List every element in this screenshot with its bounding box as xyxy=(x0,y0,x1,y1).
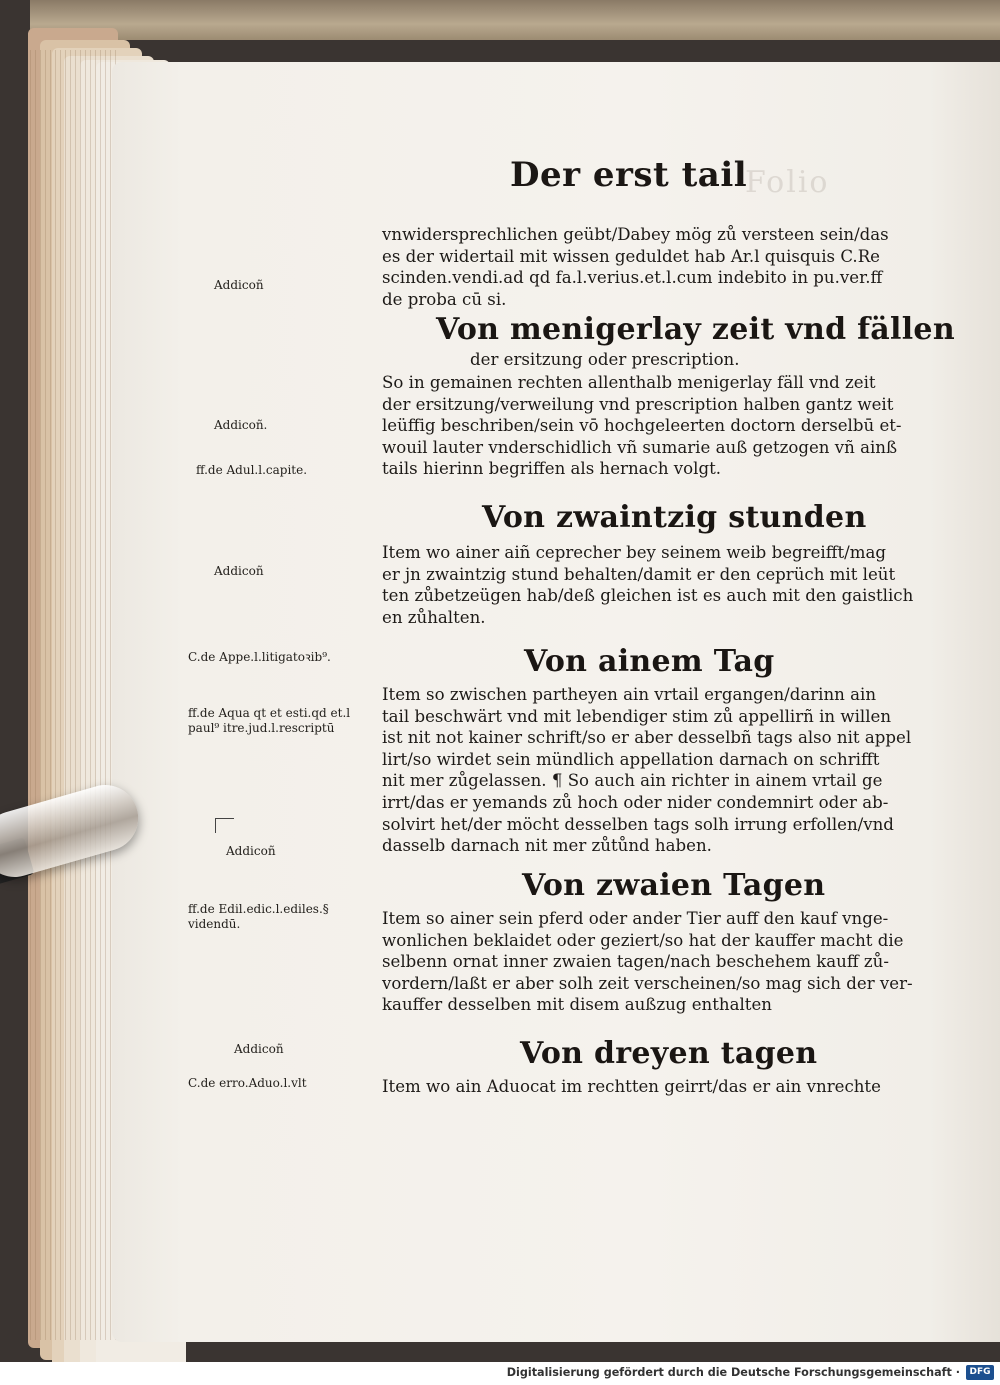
section-heading: Von ainem Tag xyxy=(524,644,775,679)
paragraph xyxy=(382,908,922,1016)
margin-note-line: videndū. xyxy=(188,917,241,931)
dfg-logo-icon: DFG xyxy=(966,1365,994,1380)
margin-note xyxy=(196,463,307,478)
section-heading: Von dreyen tagen xyxy=(520,1036,818,1071)
page-stack-texture xyxy=(30,50,120,1340)
running-head: Der erst tail xyxy=(510,155,748,195)
text-line: vordern/laßt er aber solh zeit verscheinen/so mag sich der ver- xyxy=(382,973,913,993)
text-line: irrt/das er yemands zů hoch oder nider condemnirt oder ab- xyxy=(382,792,889,812)
margin-note-line: Addicoñ xyxy=(226,844,276,858)
margin-note-line: Addicoñ xyxy=(214,278,264,292)
margin-note xyxy=(234,1042,284,1057)
margin-note-line: Addicoñ xyxy=(214,564,264,578)
text-line: er jn zwaintzig stund behalten/damit er den ceprüch mit leüt xyxy=(382,564,896,584)
margin-note xyxy=(188,706,350,736)
text-line: Item so ainer sein pferd oder ander Tier auff den kauf vnge- xyxy=(382,909,889,928)
show-through-text: Folio xyxy=(745,165,830,200)
margin-note-line: C.de Appe.l.litigatoꝛib⁹. xyxy=(188,650,331,664)
margin-note xyxy=(214,418,267,433)
paragraph xyxy=(382,372,922,480)
text-line: solvirt het/der möcht desselben tags solh irrung erfollen/vnd xyxy=(382,814,894,834)
text-line: nit mer zůgelassen. ¶ So auch ain richter in ainem vrtail ge xyxy=(382,771,883,791)
text-line: Item so zwischen partheyen ain vrtail ergangen/darinn ain xyxy=(382,685,877,704)
section-heading: Von zwaien Tagen xyxy=(522,868,826,903)
margin-note-line: ff.de Adul.l.capite. xyxy=(196,463,308,477)
margin-note xyxy=(226,844,276,859)
margin-note-line: Addicoñ xyxy=(234,1042,284,1056)
text-line: Item wo ain Aduocat im rechtten geirrt/das er ain vnrechte xyxy=(382,1077,881,1096)
margin-note xyxy=(188,1076,307,1091)
margin-note-line: ff.de Edil.edic.l.ediles.§ xyxy=(188,902,329,916)
margin-note-line: Addicoñ. xyxy=(214,418,268,432)
digitization-footer xyxy=(0,1362,1000,1385)
text-line: en zůhalten. xyxy=(382,607,486,627)
paragraph xyxy=(382,684,922,857)
text-line: So in gemainen rechten allenthalb menigerlay fäll vnd zeit xyxy=(382,373,876,392)
text-line: ist nit not kainer schrift/so er aber desselbñ tags also nit appel xyxy=(382,728,912,748)
text-line: leüffig beschriben/sein vō hochgeleerten doctorn derselbū et- xyxy=(382,416,902,436)
paragraph xyxy=(382,1076,922,1098)
registration-mark xyxy=(215,818,234,833)
text-line: der ersitzung/verweilung vnd prescription halben gantz weit xyxy=(382,394,894,414)
margin-note xyxy=(214,564,264,579)
section-heading: Von menigerlay zeit vnd fällen xyxy=(436,312,955,347)
footer-credit: Digitalisierung gefördert durch die Deutsche Forschungsgemeinschaft · xyxy=(506,1366,960,1379)
text-line: selbenn ornat inner zwaien tagen/nach beschehem kauff zů- xyxy=(382,952,889,972)
margin-note-line: C.de erro.Aduo.l.vlt xyxy=(188,1076,307,1090)
margin-note xyxy=(188,650,331,665)
margin-note-line: paul⁹ itre.jud.l.rescriptū xyxy=(188,721,335,735)
margin-note-line: ff.de Aqua qt et esti.qd et.l xyxy=(188,706,351,720)
text-line: vnwidersprechlichen geübt/Dabey mög zů versteen sein/das xyxy=(382,225,889,244)
text-line: kauffer desselben mit disem außzug enthalten xyxy=(382,995,772,1015)
section-subheading: der ersitzung oder prescription. xyxy=(470,350,740,369)
text-line: es der widertail mit wissen geduldet hab Ar.l quisquis C.Re xyxy=(382,246,881,266)
text-line: ten zůbetzeügen hab/deß gleichen ist es auch mit den gaistlich xyxy=(382,586,914,606)
paragraph xyxy=(382,542,922,628)
book-cover-edge xyxy=(30,0,1000,40)
text-line: scinden.vendi.ad qd fa.l.verius.et.l.cum indebito in pu.ver.ff xyxy=(382,268,883,288)
margin-note xyxy=(188,902,329,932)
paragraph-continuation xyxy=(382,224,922,310)
text-line: tails hierinn begriffen als hernach volgt. xyxy=(382,459,722,479)
text-line: wouil lauter vnderschidlich vñ sumarie auß getzogen vñ ainß xyxy=(382,437,898,457)
text-line: tail beschwärt vnd mit lebendiger stim zů appellirñ in willen xyxy=(382,706,892,726)
text-line: de proba cū si. xyxy=(382,289,507,309)
margin-note xyxy=(214,278,264,293)
text-line: lirt/so wirdet sein mündlich appellation darnach on schrifft xyxy=(382,749,880,769)
text-line: dasselb darnach nit mer zůtůnd haben. xyxy=(382,836,712,856)
text-line: wonlichen beklaidet oder geziert/so hat der kauffer macht die xyxy=(382,930,904,950)
section-heading: Von zwaintzig stunden xyxy=(482,500,867,535)
text-line: Item wo ainer aiñ ceprecher bey seinem weib begreifft/mag xyxy=(382,543,886,562)
